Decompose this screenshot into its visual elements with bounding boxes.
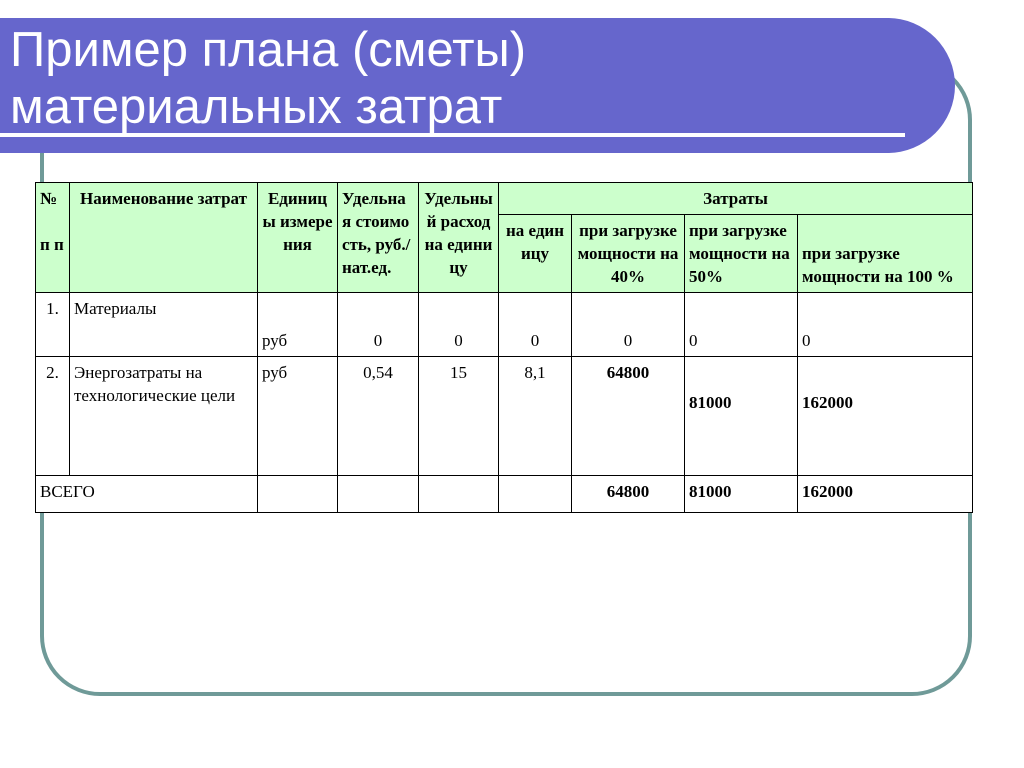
header-load-40: при загрузке мощности на 40% xyxy=(572,215,685,293)
total-empty-cell xyxy=(338,476,419,513)
row-unit-consumption: 15 xyxy=(419,357,499,476)
row-load-50: 81000 xyxy=(685,357,798,476)
row-load-50: 0 xyxy=(685,293,798,357)
header-load-50: при загрузке мощности на 50% xyxy=(685,215,798,293)
row-unit-cost: 0,54 xyxy=(338,357,419,476)
total-row xyxy=(36,476,973,513)
table-row xyxy=(36,357,973,476)
total-label: ВСЕГО xyxy=(36,476,258,513)
total-empty-cell xyxy=(419,476,499,513)
row-name: Энергозатраты на технологические цели xyxy=(70,357,258,476)
header-row-1 xyxy=(36,183,973,215)
total-load-100: 162000 xyxy=(798,476,973,513)
row-num: 2. xyxy=(36,357,70,476)
header-per-unit: на единицу xyxy=(499,215,572,293)
total-load-50: 81000 xyxy=(685,476,798,513)
row-per-unit: 8,1 xyxy=(499,357,572,476)
table-row xyxy=(36,293,973,357)
row-unit: руб xyxy=(258,357,338,476)
row-name: Материалы xyxy=(70,293,258,357)
header-unit-cost: Удельная стоимость, руб./нат.ед. xyxy=(338,183,419,293)
row-unit-consumption: 0 xyxy=(419,293,499,357)
header-name: Наименование затрат xyxy=(70,183,258,293)
row-unit-cost: 0 xyxy=(338,293,419,357)
header-costs: Затраты xyxy=(499,183,973,215)
row-load-40: 64800 xyxy=(572,357,685,476)
row-load-40: 0 xyxy=(572,293,685,357)
header-load-100: при загрузке мощности на 100 % xyxy=(798,215,973,293)
row-load-100: 162000 xyxy=(798,357,973,476)
row-load-100: 0 xyxy=(798,293,973,357)
row-per-unit: 0 xyxy=(499,293,572,357)
header-unit: Единицы измерения xyxy=(258,183,338,293)
slide-title: Пример плана (сметы) материальных затрат xyxy=(10,23,527,134)
total-load-40: 64800 xyxy=(572,476,685,513)
total-empty-cell xyxy=(499,476,572,513)
header-unit-consumption: Удельный расход на единицу xyxy=(419,183,499,293)
cost-estimate-table xyxy=(35,182,973,513)
header-num: № п п xyxy=(36,183,70,293)
row-unit: руб xyxy=(258,293,338,357)
row-num: 1. xyxy=(36,293,70,357)
total-empty-cell xyxy=(258,476,338,513)
